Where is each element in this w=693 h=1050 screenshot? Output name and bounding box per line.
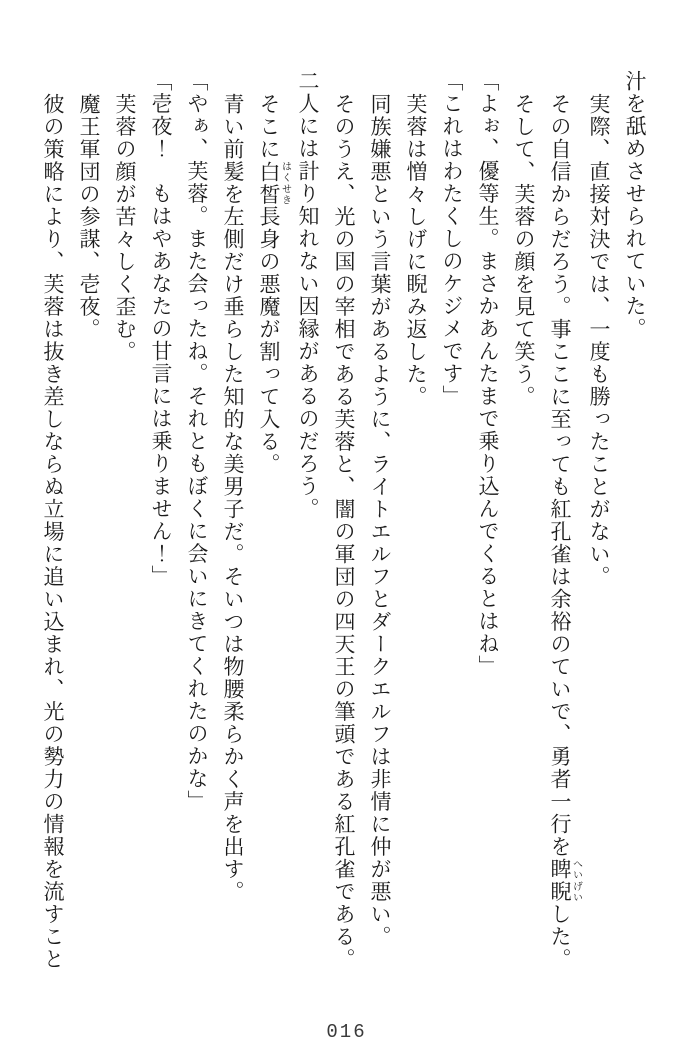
paragraph-5: 「よぉ、優等生。まさかあんたまで乗り込んでくるとはね」 (476, 70, 500, 678)
paragraph-16: 魔王軍団の参謀、壱夜。 (77, 93, 101, 341)
paragraph-17: 彼の策略により、芙蓉は抜き差しならぬ立場に追い込まれ、光の勢力の情報を流すこと (41, 93, 65, 971)
paragraph-15: 芙蓉の顔が苦々しく歪む。 (113, 93, 137, 363)
paragraph-13: 「やぁ、芙蓉。また会ったね。それともぼくに会いにきてくれたのかな」 (185, 70, 209, 813)
page-number: 016 (326, 1021, 367, 1043)
paragraph-7: 芙蓉は憎々しげに睨み返した。 (404, 93, 428, 408)
vertical-text-block (35, 70, 653, 996)
paragraph-2: 実際、直接対決では、一度も勝ったことがない。 (587, 93, 611, 588)
paragraph-10: 二人には計り知れない因縁があるのだろう。 (296, 70, 320, 520)
paragraph-11: そこに白皙はくせき長身の悪魔が割って入る。 (257, 93, 291, 476)
paragraph-6: 「これはわたくしのケジメです」 (440, 70, 464, 408)
paragraph-1: 汁を舐めさせられていた。 (623, 70, 647, 340)
paragraph-14: 「壱夜！ もはやあなたの甘言には乗りません！」 (149, 70, 173, 588)
paragraph-12: 青い前髪を左側だけ垂らした知的な美男子だ。そいつは物腰柔らかく声を出す。 (221, 93, 245, 903)
ruby-annotated-word: 白皙はくせき (257, 160, 291, 206)
ruby-annotated-word: 睥睨へいげい (548, 858, 582, 903)
paragraph-3: その自信からだろう。事ここに至っても紅孔雀は余裕のていで、勇者一行を睥睨へいげいした。 (548, 93, 582, 971)
paragraph-4: そして、芙蓉の顔を見て笑う。 (512, 93, 536, 408)
paragraph-8: 同族嫌悪という言葉があるように、ライトエルフとダークエルフは非情に仲が悪い。 (368, 93, 392, 948)
paragraph-9: そのうえ、光の国の宰相である芙蓉と、闇の軍団の四天王の筆頭である紅孔雀である。 (332, 93, 356, 971)
